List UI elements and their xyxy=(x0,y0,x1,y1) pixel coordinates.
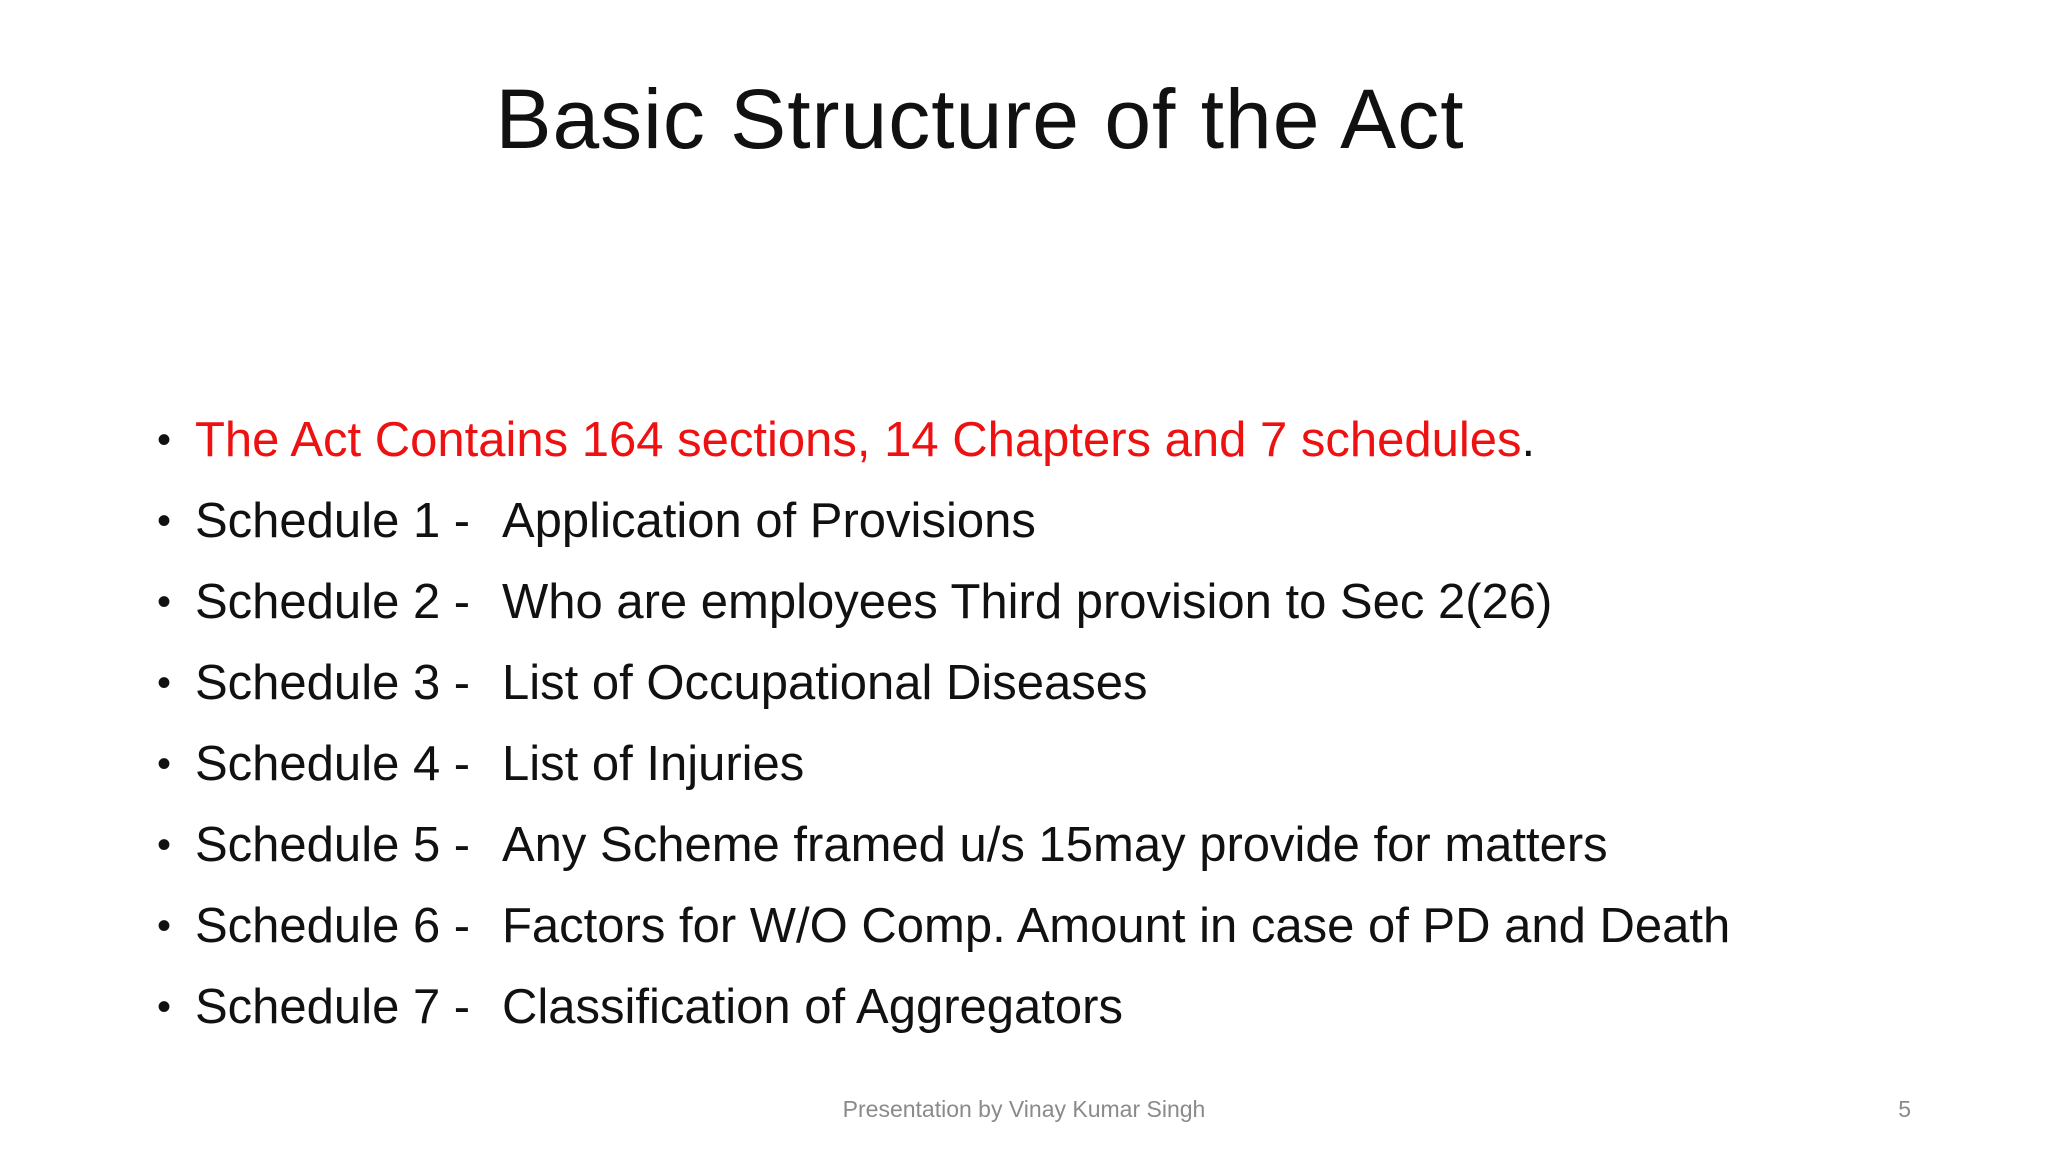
bullet-schedule-5 xyxy=(155,805,1730,886)
slide-title: Basic Structure of the Act xyxy=(495,72,1465,166)
schedule-id: Schedule 4 - xyxy=(195,737,471,791)
bullet-dot-icon: • xyxy=(157,499,172,543)
schedule-desc: Classification of Aggregators xyxy=(502,980,1123,1034)
lead-text: The Act Contains 164 sections, 14 Chapters and 7 schedules xyxy=(195,413,1522,467)
schedule-id: Schedule 2 - xyxy=(195,575,471,629)
schedule-desc: Any Scheme framed u/s 15may provide for matters xyxy=(502,818,1608,872)
bullet-dot-icon: • xyxy=(157,904,172,948)
bullet-schedule-1 xyxy=(155,481,1730,562)
schedule-id: Schedule 1 - xyxy=(195,494,471,548)
bullet-dot-icon: • xyxy=(157,823,172,867)
schedule-desc: List of Injuries xyxy=(502,737,805,791)
schedule-id: Schedule 6 - xyxy=(195,899,471,953)
bullet-dot-icon: • xyxy=(157,742,172,786)
page-number: 5 xyxy=(1898,1096,1911,1122)
schedule-desc: Factors for W/O Comp. Amount in case of PD and Death xyxy=(502,899,1731,953)
bullet-lead xyxy=(155,400,1730,481)
schedule-id: Schedule 5 - xyxy=(195,818,471,872)
bullet-dot-icon: • xyxy=(157,661,172,705)
schedule-desc: List of Occupational Diseases xyxy=(502,656,1148,710)
schedule-id: Schedule 3 - xyxy=(195,656,471,710)
schedule-desc: Application of Provisions xyxy=(502,494,1036,548)
bullet-schedule-2 xyxy=(155,562,1730,643)
bullet-list xyxy=(155,400,1730,1048)
footer-text: Presentation by Vinay Kumar Singh xyxy=(842,1096,1206,1122)
bullet-schedule-3 xyxy=(155,643,1730,724)
bullet-dot-icon: • xyxy=(157,985,172,1029)
bullet-schedule-6 xyxy=(155,886,1730,967)
bullet-dot-icon: • xyxy=(157,418,172,462)
lead-period: . xyxy=(1521,413,1536,467)
bullet-dot-icon: • xyxy=(157,580,172,624)
bullet-schedule-4 xyxy=(155,724,1730,805)
schedule-id: Schedule 7 - xyxy=(195,980,471,1034)
bullet-schedule-7 xyxy=(155,967,1730,1048)
schedule-desc: Who are employees Third provision to Sec 2(26) xyxy=(502,575,1553,629)
